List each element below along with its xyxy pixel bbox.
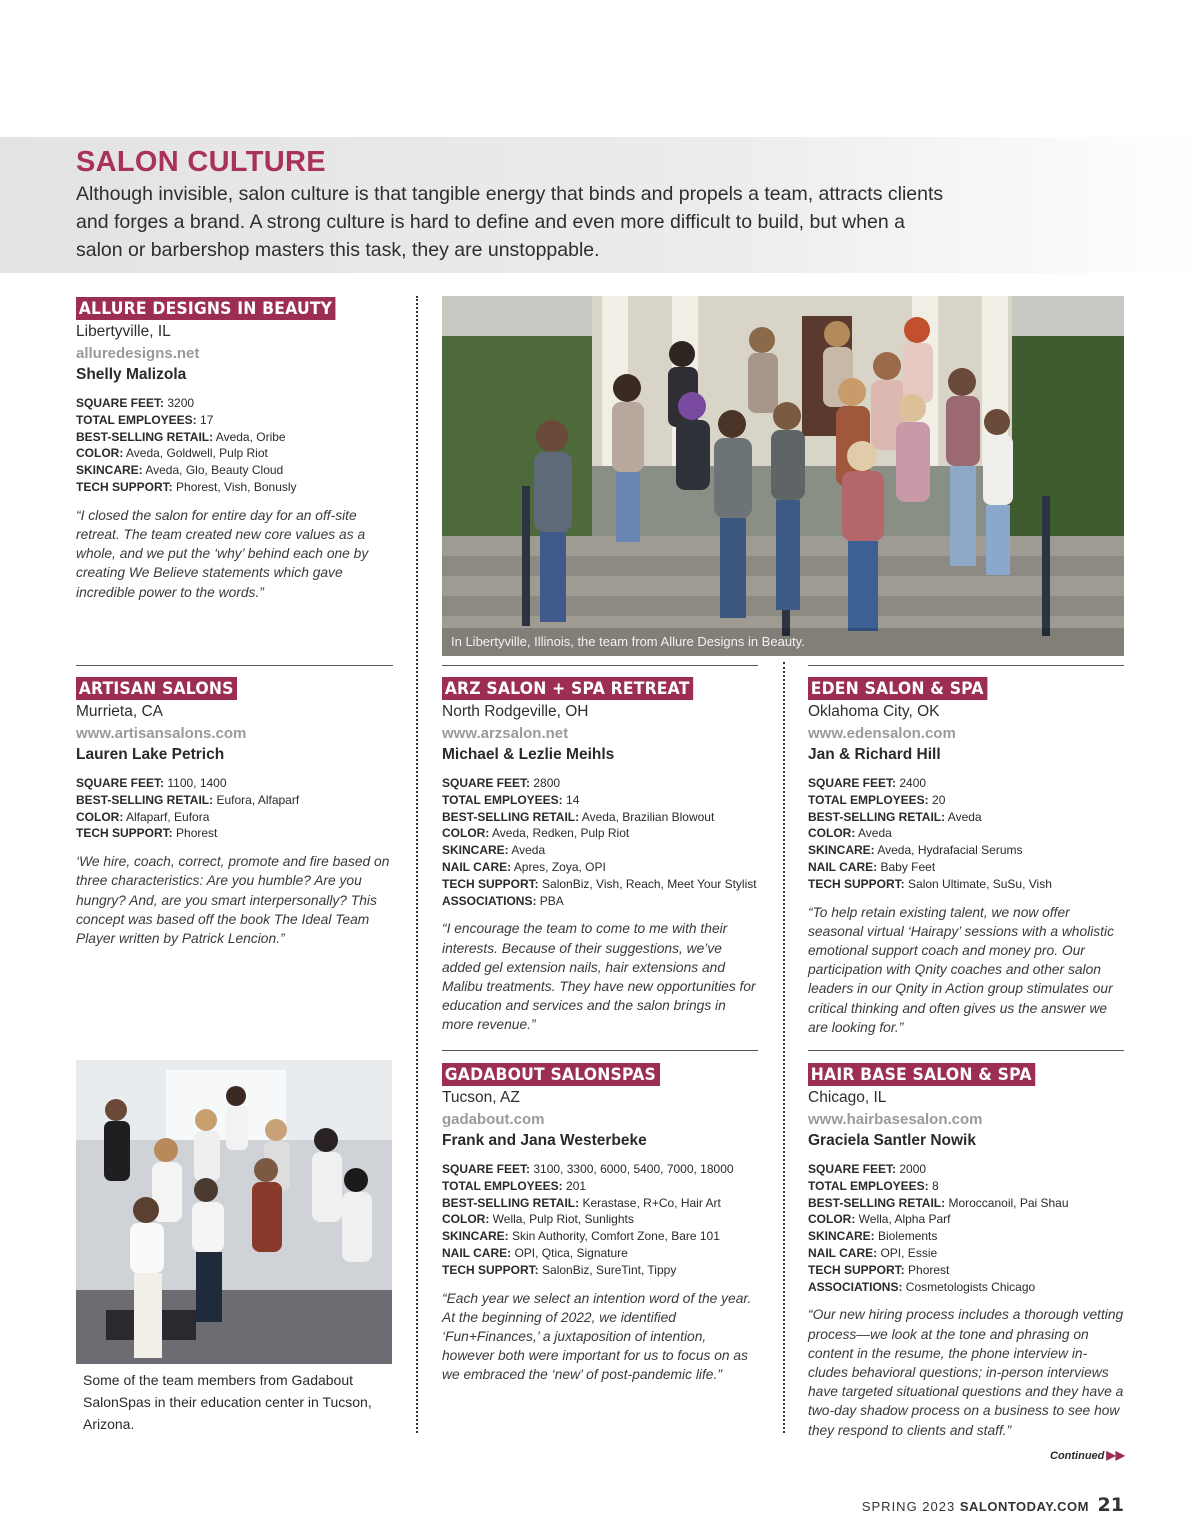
salon-website: alluredesigns.net <box>76 345 200 362</box>
stat-row: SKINCARE: Biolements <box>808 1229 938 1244</box>
stat-row: ASSOCIATIONS: PBA <box>442 893 564 908</box>
stat-row: COLOR: Aveda, Goldwell, Pulp Riot <box>76 446 268 461</box>
stat-row: SQUARE FEET: 2000 <box>808 1162 927 1176</box>
salon-quote: “Our new hiring process includes a thorough vetting process—we look at the tone and phrasing on content in the resume, the phone interview in-cludes behavioral questions; in-person interviews have targeted situational questions and they have a two-day shadow process on a business to see how they respond to clients and staff.” <box>808 1307 1124 1438</box>
stat-row: SQUARE FEET: 3100, 3300, 6000, 5400, 7000, 18000 <box>442 1162 734 1176</box>
continued-label: Continued <box>1050 1450 1105 1462</box>
stat-row: TECH SUPPORT: SalonBiz, SureTint, Tippy <box>442 1262 677 1277</box>
stat-row: SQUARE FEET: 3200 <box>76 396 195 410</box>
salon-stats <box>808 1161 1126 1295</box>
salon-website: www.edensalon.com <box>808 725 956 742</box>
salon-name: EDEN SALON & SPA <box>808 677 987 700</box>
footer-site: SALONTODAY.COM <box>959 1499 1089 1514</box>
stat-row: BEST-SELLING RETAIL: Aveda <box>808 809 982 824</box>
salon-stats <box>76 395 386 496</box>
stat-row: SQUARE FEET: 2800 <box>442 776 561 790</box>
salon-owner: Jan & Richard Hill <box>808 746 941 763</box>
salon-location: North Rodgeville, OH <box>442 703 589 720</box>
salon-quote: “I closed the salon for entire day for an off-site retreat. The team created new core values as a whole, and we put the ‘why’ behind each one by creating We Believe statements which gave incredible power to the words.” <box>76 507 369 600</box>
divider-artisan <box>76 665 393 666</box>
page-footer <box>862 1494 1124 1516</box>
stat-row: TECH SUPPORT: SalonBiz, Vish, Reach, Meet Your Stylist <box>442 876 757 891</box>
salon-location: Oklahoma City, OK <box>808 703 940 720</box>
stat-row: SQUARE FEET: 1100, 1400 <box>76 776 227 790</box>
continued-indicator <box>1050 1448 1125 1462</box>
stat-row: TOTAL EMPLOYEES: 14 <box>442 792 580 807</box>
salon-quote: “To help retain existing talent, we now offer seasonal virtual ‘Hairapy’ sessions with a wholistic emotional support coach and money pro. Our participation with Qnity coaches and other salon leaders in our Qnity in Action group stimulates our critical thinking and often gives us the answer we are looking for.” <box>808 904 1114 1035</box>
divider-gadabout <box>442 1050 758 1051</box>
stat-row: COLOR: Aveda <box>808 826 892 841</box>
salon-quote: “Each year we select an intention word of the year. At the beginning of 2022, we identified ‘Fun+Finances,’ a juxtaposition of intention, however both were important for us to focus on as we embraced the ‘new’ of post-pandemic life.” <box>442 1290 752 1383</box>
stat-row: COLOR: Alfaparf, Eufora <box>76 809 210 824</box>
salon-card-eden <box>808 677 1126 1037</box>
salon-website: gadabout.com <box>442 1111 545 1128</box>
stat-row: BEST-SELLING RETAIL: Aveda, Oribe <box>76 429 286 444</box>
stat-row: NAIL CARE: OPI, Qtica, Signature <box>442 1245 628 1260</box>
stat-row: TECH SUPPORT: Salon Ultimate, SuSu, Vish <box>808 876 1052 891</box>
salon-location: Libertyville, IL <box>76 323 171 340</box>
stat-row: BEST-SELLING RETAIL: Eufora, Alfaparf <box>76 792 300 807</box>
stat-row: TOTAL EMPLOYEES: 8 <box>808 1178 939 1193</box>
salon-card-arz <box>442 677 758 1035</box>
salon-location: Tucson, AZ <box>442 1089 520 1106</box>
salon-owner: Shelly Malizola <box>76 366 187 383</box>
footer-season: SPRING 2023 <box>861 1499 956 1514</box>
stat-row: TECH SUPPORT: Phorest, Vish, Bonusly <box>76 479 297 494</box>
page-number: 21 <box>1097 1494 1124 1516</box>
divider-hairbase <box>808 1050 1124 1051</box>
stat-row: TECH SUPPORT: Phorest <box>808 1262 950 1277</box>
salon-website: www.arzsalon.net <box>442 725 569 742</box>
divider-eden <box>808 665 1124 666</box>
divider-arz <box>442 665 758 666</box>
stat-row: ASSOCIATIONS: Cosmetologists Chicago <box>808 1279 1036 1294</box>
stat-row: SKINCARE: Skin Authority, Comfort Zone, Bare 101 <box>442 1229 720 1244</box>
salon-location: Murrieta, CA <box>76 703 163 720</box>
salon-card-gadabout <box>442 1063 758 1385</box>
gadabout-photo-caption: Some of the team members from Gadabout SalonSpas in their education center in Tucson, Arizona. <box>83 1372 372 1432</box>
stat-row: SKINCARE: Aveda, Glo, Beauty Cloud <box>76 463 284 478</box>
salon-website: www.hairbasesalon.com <box>808 1111 983 1128</box>
double-arrow-right-icon: ▶▶ <box>1106 1448 1125 1462</box>
salon-owner: Lauren Lake Petrich <box>76 746 225 763</box>
stat-row: TOTAL EMPLOYEES: 201 <box>442 1178 587 1193</box>
stat-row: NAIL CARE: Baby Feet <box>808 859 936 874</box>
salon-stats <box>808 775 1126 893</box>
salon-name: ARTISAN SALONS <box>76 677 237 700</box>
salon-owner: Frank and Jana Westerbeke <box>442 1132 647 1149</box>
stat-row: TOTAL EMPLOYEES: 20 <box>808 792 946 807</box>
stat-row: BEST-SELLING RETAIL: Aveda, Brazilian Blowout <box>442 809 715 824</box>
stat-row: BEST-SELLING RETAIL: Kerastase, R+Co, Hair Art <box>442 1195 721 1210</box>
stat-row: SKINCARE: Aveda <box>442 843 546 858</box>
salon-card-hairbase <box>808 1063 1126 1440</box>
salon-stats <box>442 1161 758 1279</box>
stat-row: SKINCARE: Aveda, Hydrafacial Serums <box>808 843 1023 858</box>
salon-name: GADABOUT SALONSPAS <box>442 1063 660 1086</box>
stat-row: NAIL CARE: OPI, Essie <box>808 1245 938 1260</box>
salon-owner: Michael & Lezlie Meihls <box>442 746 615 763</box>
salon-quote: “I encourage the team to come to me with their interests. Because of their suggestions, we’ve added gel extension nails, hair extensions and Malibu treatments. They have new opportunities for education and services and the salon brings in more revenue.” <box>442 921 756 1033</box>
salon-location: Chicago, IL <box>808 1089 887 1106</box>
stat-row: COLOR: Wella, Alpha Parf <box>808 1212 951 1227</box>
section-intro: Although invisible, salon culture is that tangible energy that binds and propels a team, attracts clients and forges a brand. A strong culture is hard to define and even more difficult to build, but when a salon or barbershop masters this task, they are unstoppable. <box>76 183 944 261</box>
salon-name: ARZ SALON + SPA RETREAT <box>442 677 693 700</box>
salon-owner: Graciela Santler Nowik <box>808 1132 976 1149</box>
stat-row: TECH SUPPORT: Phorest <box>76 826 218 841</box>
column-divider-left <box>416 296 418 1433</box>
stat-row: NAIL CARE: Apres, Zoya, OPI <box>442 859 606 874</box>
salon-website: www.artisansalons.com <box>76 725 247 742</box>
stat-row: BEST-SELLING RETAIL: Moroccanoil, Pai Shau <box>808 1195 1069 1210</box>
section-title: SALON CULTURE <box>76 146 326 178</box>
salon-card-artisan <box>76 677 391 948</box>
column-divider-right <box>783 662 785 1433</box>
gadabout-team-photo <box>76 1060 392 1364</box>
salon-card-allure <box>76 297 386 602</box>
salon-stats <box>76 775 391 842</box>
salon-name: HAIR BASE SALON & SPA <box>808 1063 1035 1086</box>
salon-name: ALLURE DESIGNS IN BEAUTY <box>76 297 336 320</box>
salon-quote: ‘We hire, coach, correct, promote and fire based on three characteristics: Are you humble? Are you hungry? And, are you smart interpersonally? This concept was based off the book The Ideal Team Player written by Patrick Lencion.” <box>76 854 390 946</box>
allure-photo-caption: In Libertyville, Illinois, the team from Allure Designs in Beauty. <box>451 634 805 649</box>
allure-team-photo <box>442 296 1124 656</box>
stat-row: COLOR: Aveda, Redken, Pulp Riot <box>442 826 630 841</box>
stat-row: SQUARE FEET: 2400 <box>808 776 927 790</box>
salon-stats <box>442 775 758 909</box>
stat-row: TOTAL EMPLOYEES: 17 <box>76 412 214 427</box>
stat-row: COLOR: Wella, Pulp Riot, Sunlights <box>442 1212 634 1227</box>
